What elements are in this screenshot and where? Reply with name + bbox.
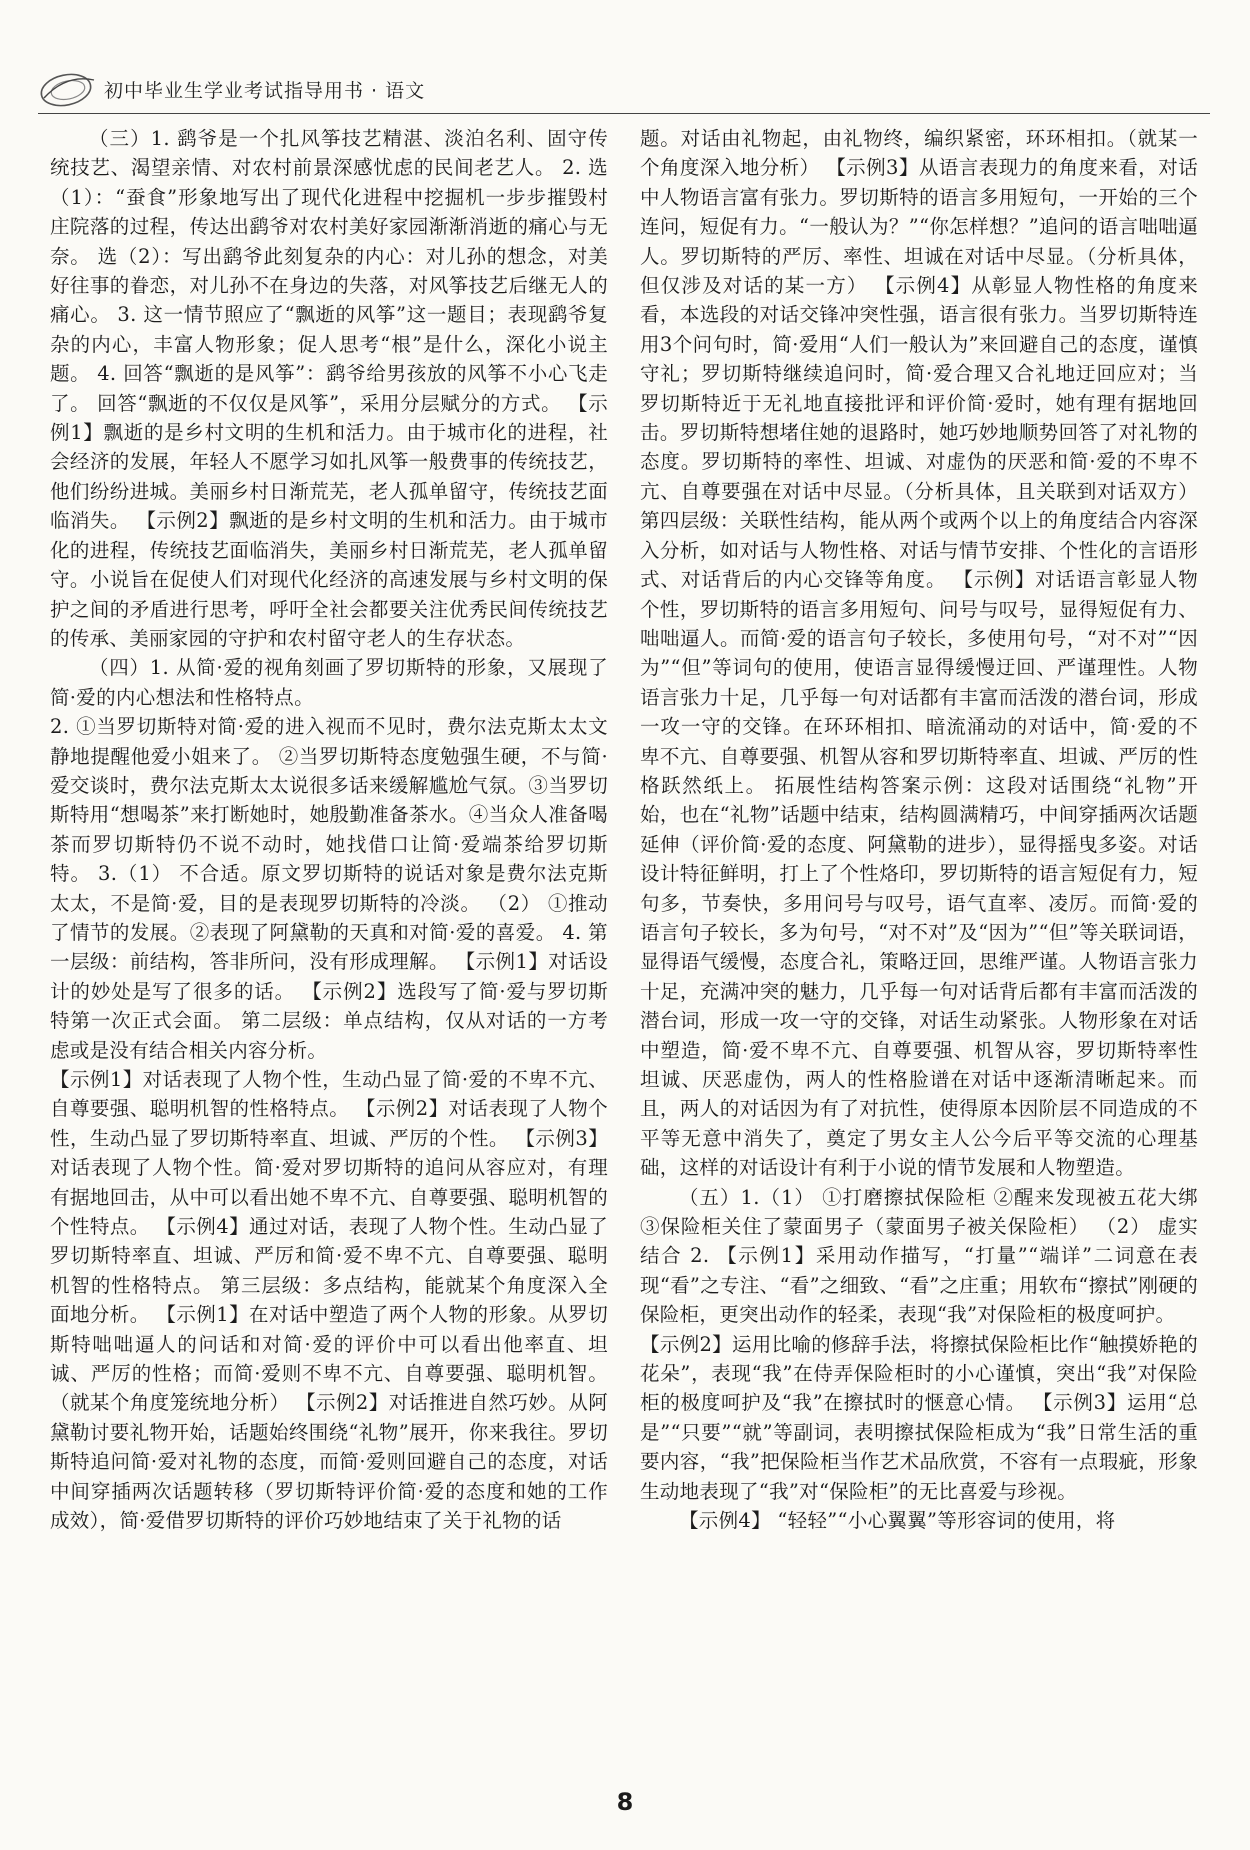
- answer-section-5-q1-q2: （五）1.（1） ①打磨擦拭保险柜 ②醒来发现被五花大绑 ③保险柜关住了蒙面男子（蒙面男子被关保险柜） （2） 虚实结合 2. 【示例1】采用动作描写，“打量”“端详”二词意在表现“看”之专注、“看”之细致、“看”之庄重；用软布“擦拭”刚硬的保险柜，更突出动作的轻柔，表现“我”对保险柜的极度呵护。: [640, 1185, 1198, 1327]
- answer-section-5-examples: 【示例2】运用比喻的修辞手法，将擦拭保险柜比作“触摸娇艳的花朵”，表现“我”在侍弄保险柜时的小心谨慎，突出“我”对保险柜的极度呵护及“我”在擦拭时的惬意心情。 【示例3】运用“总是”“只要”“就”等副词，表明擦拭保险柜成为“我”日常生活的重要内容，“我”把保险柜当作艺术品欣赏，不容有一点瑕疵，形象生动地表现了“我”对“保险柜”的无比喜爱与珍视。: [640, 1332, 1198, 1503]
- answer-section-4-q1: （四）1. 从简·爱的视角刻画了罗切斯特的形象，又展现了简·爱的内心想法和性格特点。: [50, 656, 608, 709]
- answer-section-4-examples: 【示例1】对话表现了人物个性，生动凸显了简·爱的不卑不亢、自尊要强、聪明机智的性格特点。 【示例2】对话表现了人物个性，生动凸显了罗切斯特率直、坦诚、严厉的个性。 【示例3】对话表现了人物个性。简·爱对罗切斯特的追问从容应对，有理有据地回击，从中可以看出她不卑不亢、自尊要强、聪明机智的个性特点。 【示例4】通过对话，表现了人物个性。生动凸显了罗切斯特率直、坦诚、严厉和简·爱不卑不亢、自尊要强、聪明机智的性格特点。 第三层级：多点结构，能就某个角度深入全面地分析。 【示例1】在对话中塑造了两个人物的形象。从罗切斯特咄咄逼人的问话和对简·爱的评价中可以看出他率直、坦诚、严厉的性格；而简·爱则不卑不亢、自尊要强、聪明机智。（就某个角度笼统地分析） 【示例2】对话推进自然巧妙。从阿黛勒讨要礼物开始，话题始终围绕“礼物”展开，你来我往。罗切斯特追问简·爱对礼物的态度，而简·爱则回避自己的态度，对话中间穿插两次话题转移（罗切斯特评价简·爱的态度和她的工作成效），简·爱借罗切斯特的评价巧妙地结束了关于礼物的话: [50, 1068, 608, 1533]
- answer-section-4-continued: 题。对话由礼物起，由礼物终，编织紧密，环环相扣。（就某一个角度深入地分析） 【示例3】从语言表现力的角度来看，对话中人物语言富有张力。罗切斯特的语言多用短句，一开始的三个连问，短促有力。“一般认为？”“你怎样想？”追问的语言咄咄逼人。罗切斯特的严厉、率性、坦诚在对话中尽显。（分析具体，但仅涉及对话的某一方） 【示例4】从彰显人物性格的角度来看，本选段的对话交锋冲突性强，语言很有张力。当罗切斯特连用3个问句时，简·爱用“人们一般认为”来回避自己的态度，谨慎守礼；罗切斯特继续追问时，简·爱合理又合礼地迂回应对；当罗切斯特近于无礼地直接批评和评价简·爱时，她有理有据地回击。罗切斯特想堵住她的退路时，她巧妙地顺势回答了对礼物的态度。罗切斯特的率性、坦诚、对虚伪的厌恶和简·爱的不卑不亢、自尊要强在对话中尽显。（分析具体，且关联到对话双方） 第四层级：关联性结构，能从两个或两个以上的角度结合内容深入分析，如对话与人物性格、对话与情节安排、个性化的言语形式、对话背后的内心交锋等角度。 【示例】对话语言彰显人物个性，罗切斯特的语言多用短句、问号与叹号，显得短促有力、咄咄逼人。而简·爱的语言句子较长，多使用句号，“对不对”“因为”“但”等词句的使用，使语言显得缓慢迂回、严谨理性。人物语言张力十足，几乎每一句对话都有丰富而活泼的潜台词，形成一攻一守的交锋。在环环相扣、暗流涌动的对话中，简·爱的不卑不亢、自尊要强、机智从容和罗切斯特率直、坦诚、严厉的性格跃然纸上。 拓展性结构答案示例：这段对话围绕“礼物”开始，也在“礼物”话题中结束，结构圆满精巧，中间穿插两次话题延伸（评价简·爱的态度、阿黛勒的进步），显得摇曳多姿。对话设计特征鲜明，打上了个性烙印，罗切斯特的语言短促有力，短句多，节奏快，多用问号与叹号，语气直率、凌厉。而简·爱的语言句子较长，多为句号，“对不对”及“因为”“但”等关联词语，显得语气缓慢，态度合礼，策略迂回，思维严谨。人物语言张力十足，充满冲突的魅力，几乎每一句对话背后都有丰富而活泼的潜台词，形成一攻一守的交锋，对话生动紧张。人物形象在对话中塑造，简·爱不卑不亢、自尊要强、机智从容，罗切斯特率性坦诚、厌恶虚伪，两人的性格脸谱在对话中逐渐清晰起来。而且，两人的对话因为有了对抗性，使得原本因阶层不同造成的不平等无意中消失了，奠定了男女主人公今后平等交流的心理基础，这样的对话设计有利于小说的情节发展和人物塑造。: [640, 127, 1198, 1180]
- answer-section-4-q2-q4: 2. ①当罗切斯特对简·爱的进入视而不见时，费尔法克斯太太文静地提醒他爱小姐来了。 ②当罗切斯特态度勉强生硬，不与简·爱交谈时，费尔法克斯太太说很多话来缓解尴尬气氛。③当罗切斯特用“想喝茶”来打断她时，她殷勤准备茶水。④当众人准备喝茶而罗切斯特仍不说不动时，她找借口让简·爱端茶给罗切斯特。 3.（1） 不合适。原文罗切斯特的说话对象是费尔法克斯太太，不是简·爱，目的是表现罗切斯特的冷淡。 （2） ①推动了情节的发展。②表现了阿黛勒的天真和对简·爱的喜爱。 4. 第一层级：前结构，答非所问，没有形成理解。 【示例1】对话设计的妙处是写了很多的话。 【示例2】选段写了简·爱与罗切斯特第一次正式会面。 第二层级：单点结构，仅从对话的一方考虑或是没有结合相关内容分析。: [50, 715, 608, 1062]
- left-column: [50, 124, 608, 1774]
- page-number: 8: [616, 1788, 634, 1816]
- header-title: 初中毕业生学业考试指导用书 · 语文: [104, 80, 426, 102]
- right-column: [640, 124, 1198, 1774]
- header-rule: [38, 113, 1210, 114]
- page-header: [38, 66, 1210, 114]
- book-logo-icon: [38, 68, 100, 110]
- answer-section-3: （三）1. 鹞爷是一个扎风筝技艺精湛、淡泊名利、固守传统技艺、渴望亲情、对农村前景深感忧虑的民间老艺人。 2. 选（1）：“蚕食”形象地写出了现代化进程中挖掘机一步步摧毁村庄院落的过程，传达出鹞爷对农村美好家园渐渐消逝的痛心与无奈。 选（2）：写出鹞爷此刻复杂的内心：对儿孙的想念，对美好往事的眷恋，对儿孙不在身边的失落，对风筝技艺后继无人的痛心。 3. 这一情节照应了“飘逝的风筝”这一题目；表现鹞爷复杂的内心，丰富人物形象；促人思考“根”是什么，深化小说主题。 4. 回答“飘逝的是风筝”：鹞爷给男孩放的风筝不小心飞走了。 回答“飘逝的不仅仅是风筝”，采用分层赋分的方式。 【示例1】飘逝的是乡村文明的生机和活力。由于城市化的进程，社会经济的发展，年轻人不愿学习如扎风筝一般费事的传统技艺，他们纷纷进城。美丽乡村日渐荒芜，老人孤单留守，传统技艺面临消失。 【示例2】飘逝的是乡村文明的生机和活力。由于城市化的进程，传统技艺面临消失，美丽乡村日渐荒芜，老人孤单留守。小说旨在促使人们对现代化经济的高速发展与乡村文明的保护之间的矛盾进行思考，呼吁全社会都要关注优秀民间传统技艺的传承、美丽家园的守护和农村留守老人的生存状态。: [50, 127, 608, 650]
- answer-section-5-example4: 【示例4】 “轻轻”“小心翼翼”等形容词的使用，将: [679, 1509, 1116, 1533]
